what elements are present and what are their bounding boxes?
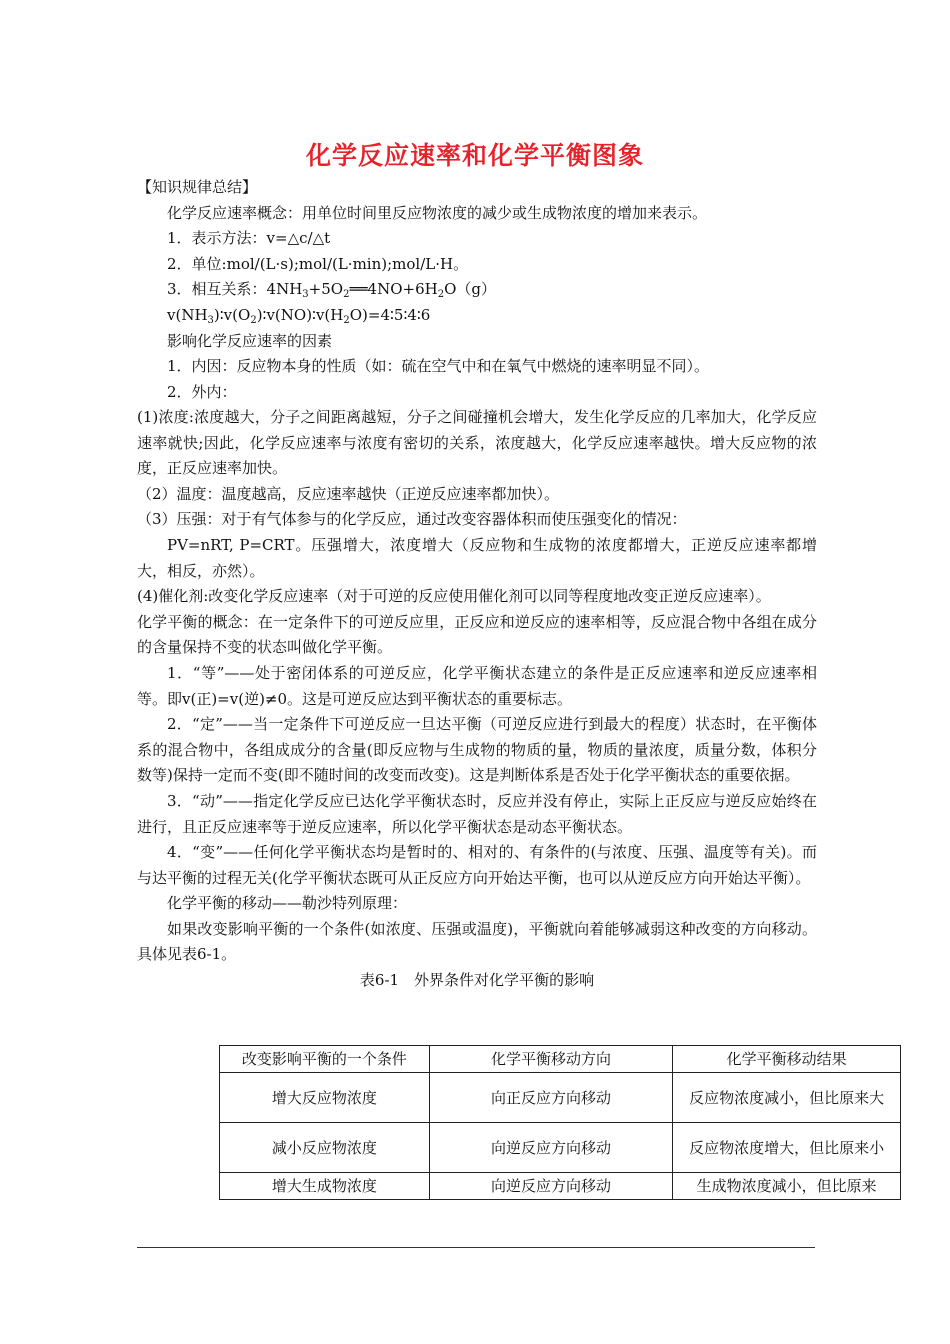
ratio-part-2: )∶v(O [213,305,251,324]
factor-internal: 1．内因：反应物本身的性质（如：硫在空气中和在氧气中燃烧的速率明显不同）。 [167,357,710,376]
table-header-cell: 改变影响平衡的一个条件 [220,1046,430,1073]
shift-text: 如果改变影响平衡的一个条件(如浓度、压强或温度)，平衡就向着能够减弱这种改变的方向移动。具体见表6-1。 [137,919,817,964]
ratio-part-3: )∶v(NO)∶v(H [256,305,344,324]
table-cell: 向逆反应方向移动 [429,1123,673,1173]
equilibrium-table [219,1045,901,1200]
table-header-row [220,1046,901,1073]
ratio-part-1: v(NH [167,305,208,324]
equilibrium-deng: 1．“等”——处于密闭体系的可逆反应，化学平衡状态建立的条件是正反应速率和逆反应速率相等。即v(正)=v(逆)≠0。这是可逆反应达到平衡状态的重要标志。 [137,663,817,708]
table-cell: 增大生成物浓度 [220,1173,430,1200]
equilibrium-dong: 3．“动”——指定化学反应已达化学平衡状态时，反应并没有停止，实际上正反应与逆反应始终在进行，且正反应速率等于逆反应速率，所以化学平衡状态是动态平衡状态。 [137,791,817,836]
shift-heading: 化学平衡的移动——勒沙特列原理： [167,894,408,913]
rate-ratio [137,303,817,329]
factor-pressure-detail: PV=nRT, P=CRT。压强增大，浓度增大（反应物和生成物的浓度都增大，正逆反应速率都增大，相反，亦然）。 [137,535,817,580]
rate-item-relation [137,277,817,303]
factor-concentration: (1)浓度:浓度越大，分子之间距离越短，分子之间碰撞机会增大，发生化学反应的几率加大，化学反应速率就快;因此，化学反应速率与浓度有密切的关系，浓度越大，化学反应速率越快。增大反应物的浓度，正反应速率加快。 [137,408,817,478]
factor-temperature: （2）温度：温度越高，反应速率越快（正逆反应速率都加快）。 [137,484,560,503]
relation-o2: +5O [308,280,344,299]
equilibrium-ding: 2．“定”——当一定条件下可逆反应一旦达平衡（可逆反应进行到最大的程度）状态时，在平衡体系的混合物中，各组成成分的含量(即反应物与生成物的物质的量，物质的量浓度，质量分数，体积分数等)保持一定而不变(即不随时间的改变而改变)。这是判断体系是否处于化学平衡状态的重要依据。 [137,715,817,785]
table-cell: 生成物浓度减小，但比原来 [673,1173,901,1200]
equilibrium-concept: 化学平衡的概念：在一定条件下的可逆反应里，正反应和逆反应的速率相等，反应混合物中各组在成分的含量保持不变的状态叫做化学平衡。 [137,612,817,657]
table-row [220,1073,901,1123]
relation-prefix: 3．相互关系：4NH [167,280,303,299]
factor-catalyst: (4)催化剂:改变化学反应速率（对于可逆的反应使用催化剂可以同等程度地改变正逆反应速率）。 [137,587,771,606]
table-cell: 反应物浓度增大，但比原来小 [673,1123,901,1173]
equilibrium-bian: 4．“变”——任何化学平衡状态均是暂时的、相对的、有条件的(与浓度、压强、温度等有关)。而与达平衡的过程无关(化学平衡状态既可从正反应方向开始达平衡，也可以从逆反应方向开始达平衡）。 [137,843,817,887]
ratio-sub-3: 2 [343,314,350,326]
rate-item-method: 1．表示方法：v=△c/△t [167,229,331,248]
footer-divider [137,1247,815,1248]
rate-item-unit: 2．单位:mol/(L·s);mol/(L·min);mol/L·H。 [167,254,469,273]
factors-heading: 影响化学反应速率的因素 [167,331,333,350]
ratio-sub-1: 3 [207,314,214,326]
ratio-sub-2: 2 [250,314,257,326]
table-cell: 反应物浓度减小，但比原来大 [673,1073,901,1123]
relation-sub-h2o: 2 [437,289,445,301]
table-row [220,1123,901,1173]
relation-gas: O（g） [444,280,496,299]
table-header-cell: 化学平衡移动结果 [673,1046,901,1073]
page-title: 化学反应速率和化学平衡图象 [305,141,644,170]
equilibrium-arrow: ══ [349,280,368,299]
factor-pressure: （3）压强：对于有气体参与的化学反应，通过改变容器体积而使压强变化的情况： [137,510,687,529]
rate-concept: 化学反应速率概念：用单位时间里反应物浓度的减少或生成物浓度的增加来表示。 [167,203,708,222]
factor-external: 2．外内： [167,382,237,401]
relation-sub-o2: 2 [343,289,350,301]
document-body-continued [137,405,817,994]
table-row [220,1173,901,1200]
section-header: 【知识规律总结】 [137,178,258,196]
relation-sub-nh3: 3 [302,289,309,301]
document-body [137,175,817,405]
table-caption: 表6-1 外界条件对化学平衡的影响 [359,971,595,990]
relation-products: 4NO+6H [367,280,438,299]
table-cell: 向正反应方向移动 [429,1073,673,1123]
ratio-part-4: O)=4∶5∶4∶6 [349,305,431,324]
table-cell: 减小反应物浓度 [220,1123,430,1173]
table-header-cell: 化学平衡移动方向 [429,1046,673,1073]
table-cell: 向逆反应方向移动 [429,1173,673,1200]
table-cell: 增大反应物浓度 [220,1073,430,1123]
